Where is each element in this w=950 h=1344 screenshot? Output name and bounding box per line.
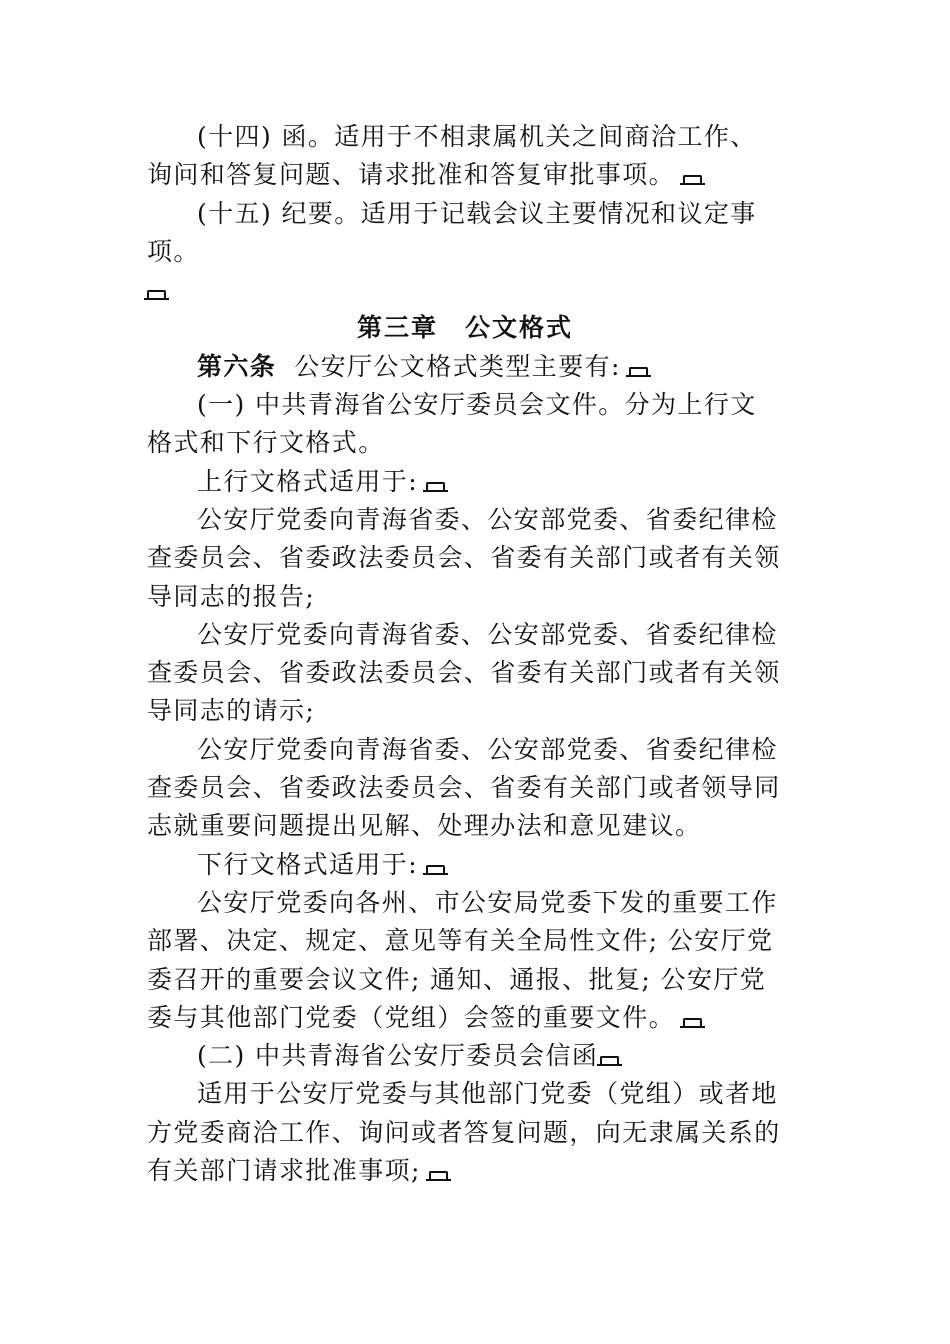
paragraph-mark-icon bbox=[683, 1018, 702, 1030]
empty-line bbox=[147, 271, 783, 309]
chapter-heading: 第三章 公文格式 bbox=[356, 313, 573, 343]
paragraph-mark-icon bbox=[426, 482, 445, 494]
paragraph-mark-icon bbox=[429, 1171, 448, 1183]
article-6 bbox=[147, 348, 783, 386]
paragraph-party-committee-document: (一) 中共青海省公安厅委员会文件。分为上行文格式和下行文格式。 bbox=[147, 390, 757, 458]
paragraph-downward-format bbox=[147, 846, 783, 884]
paragraph-text: 公安厅党委向各州、市公安局党委下发的重要工作部署、决定、规定、意见等有关全局性文件; 公安厅党委召开的重要会议文件; 通知、通报、批复; 公安厅党委与其他部门党委（党组）会签的重要文件。 bbox=[147, 887, 778, 1032]
paragraph-text: 适用于公安厅党委与其他部门党委（党组）或者地方党委商洽工作、询问或者答复问题，向无隶属关系的有关部门请求批准事项; bbox=[147, 1079, 781, 1186]
paragraph-item-14 bbox=[147, 118, 783, 195]
paragraph-mark-icon bbox=[629, 367, 648, 379]
paragraph-request: 公安厅党委向青海省委、公安部党委、省委纪律检查委员会、省委政法委员会、省委有关部门或者有关领导同志的请示; bbox=[147, 619, 781, 726]
paragraph-mark-icon bbox=[426, 865, 445, 877]
paragraph-downward-scope bbox=[147, 884, 783, 1037]
paragraph-text: 下行文格式适用于: bbox=[197, 849, 419, 879]
paragraph-report: 公安厅党委向青海省委、公安部党委、省委纪律检查委员会、省委政法委员会、省委有关部门或者有关领导同志的报告; bbox=[147, 504, 781, 611]
paragraph-opinions: 公安厅党委向青海省委、公安部党委、省委纪律检查委员会、省委政法委员会、省委有关部门或者领导同志就重要问题提出见解、处理办法和意见建议。 bbox=[147, 734, 781, 841]
paragraph-letter bbox=[147, 1037, 783, 1075]
paragraph-text: (十四) 函。适用于不相隶属机关之间商洽工作、询问和答复问题、请求批准和答复审批事项。 bbox=[147, 122, 757, 190]
article-text: 公安厅公文格式类型主要有: bbox=[294, 351, 621, 381]
paragraph-text: 上行文格式适用于: bbox=[197, 466, 419, 496]
paragraph-mark-icon bbox=[683, 175, 702, 187]
article-label: 第六条 bbox=[197, 351, 277, 381]
paragraph-mark-icon bbox=[600, 1056, 619, 1068]
paragraph-upward-format bbox=[147, 463, 783, 501]
document-body bbox=[147, 118, 783, 1190]
paragraph-letter-scope bbox=[147, 1075, 783, 1190]
paragraph-item-15 bbox=[147, 195, 783, 272]
paragraph-text: (二) 中共青海省公安厅委员会信函 bbox=[197, 1041, 599, 1071]
paragraph-mark-icon bbox=[147, 290, 166, 302]
paragraph-text: (十五) 纪要。适用于记载会议主要情况和议定事项。 bbox=[147, 198, 757, 266]
